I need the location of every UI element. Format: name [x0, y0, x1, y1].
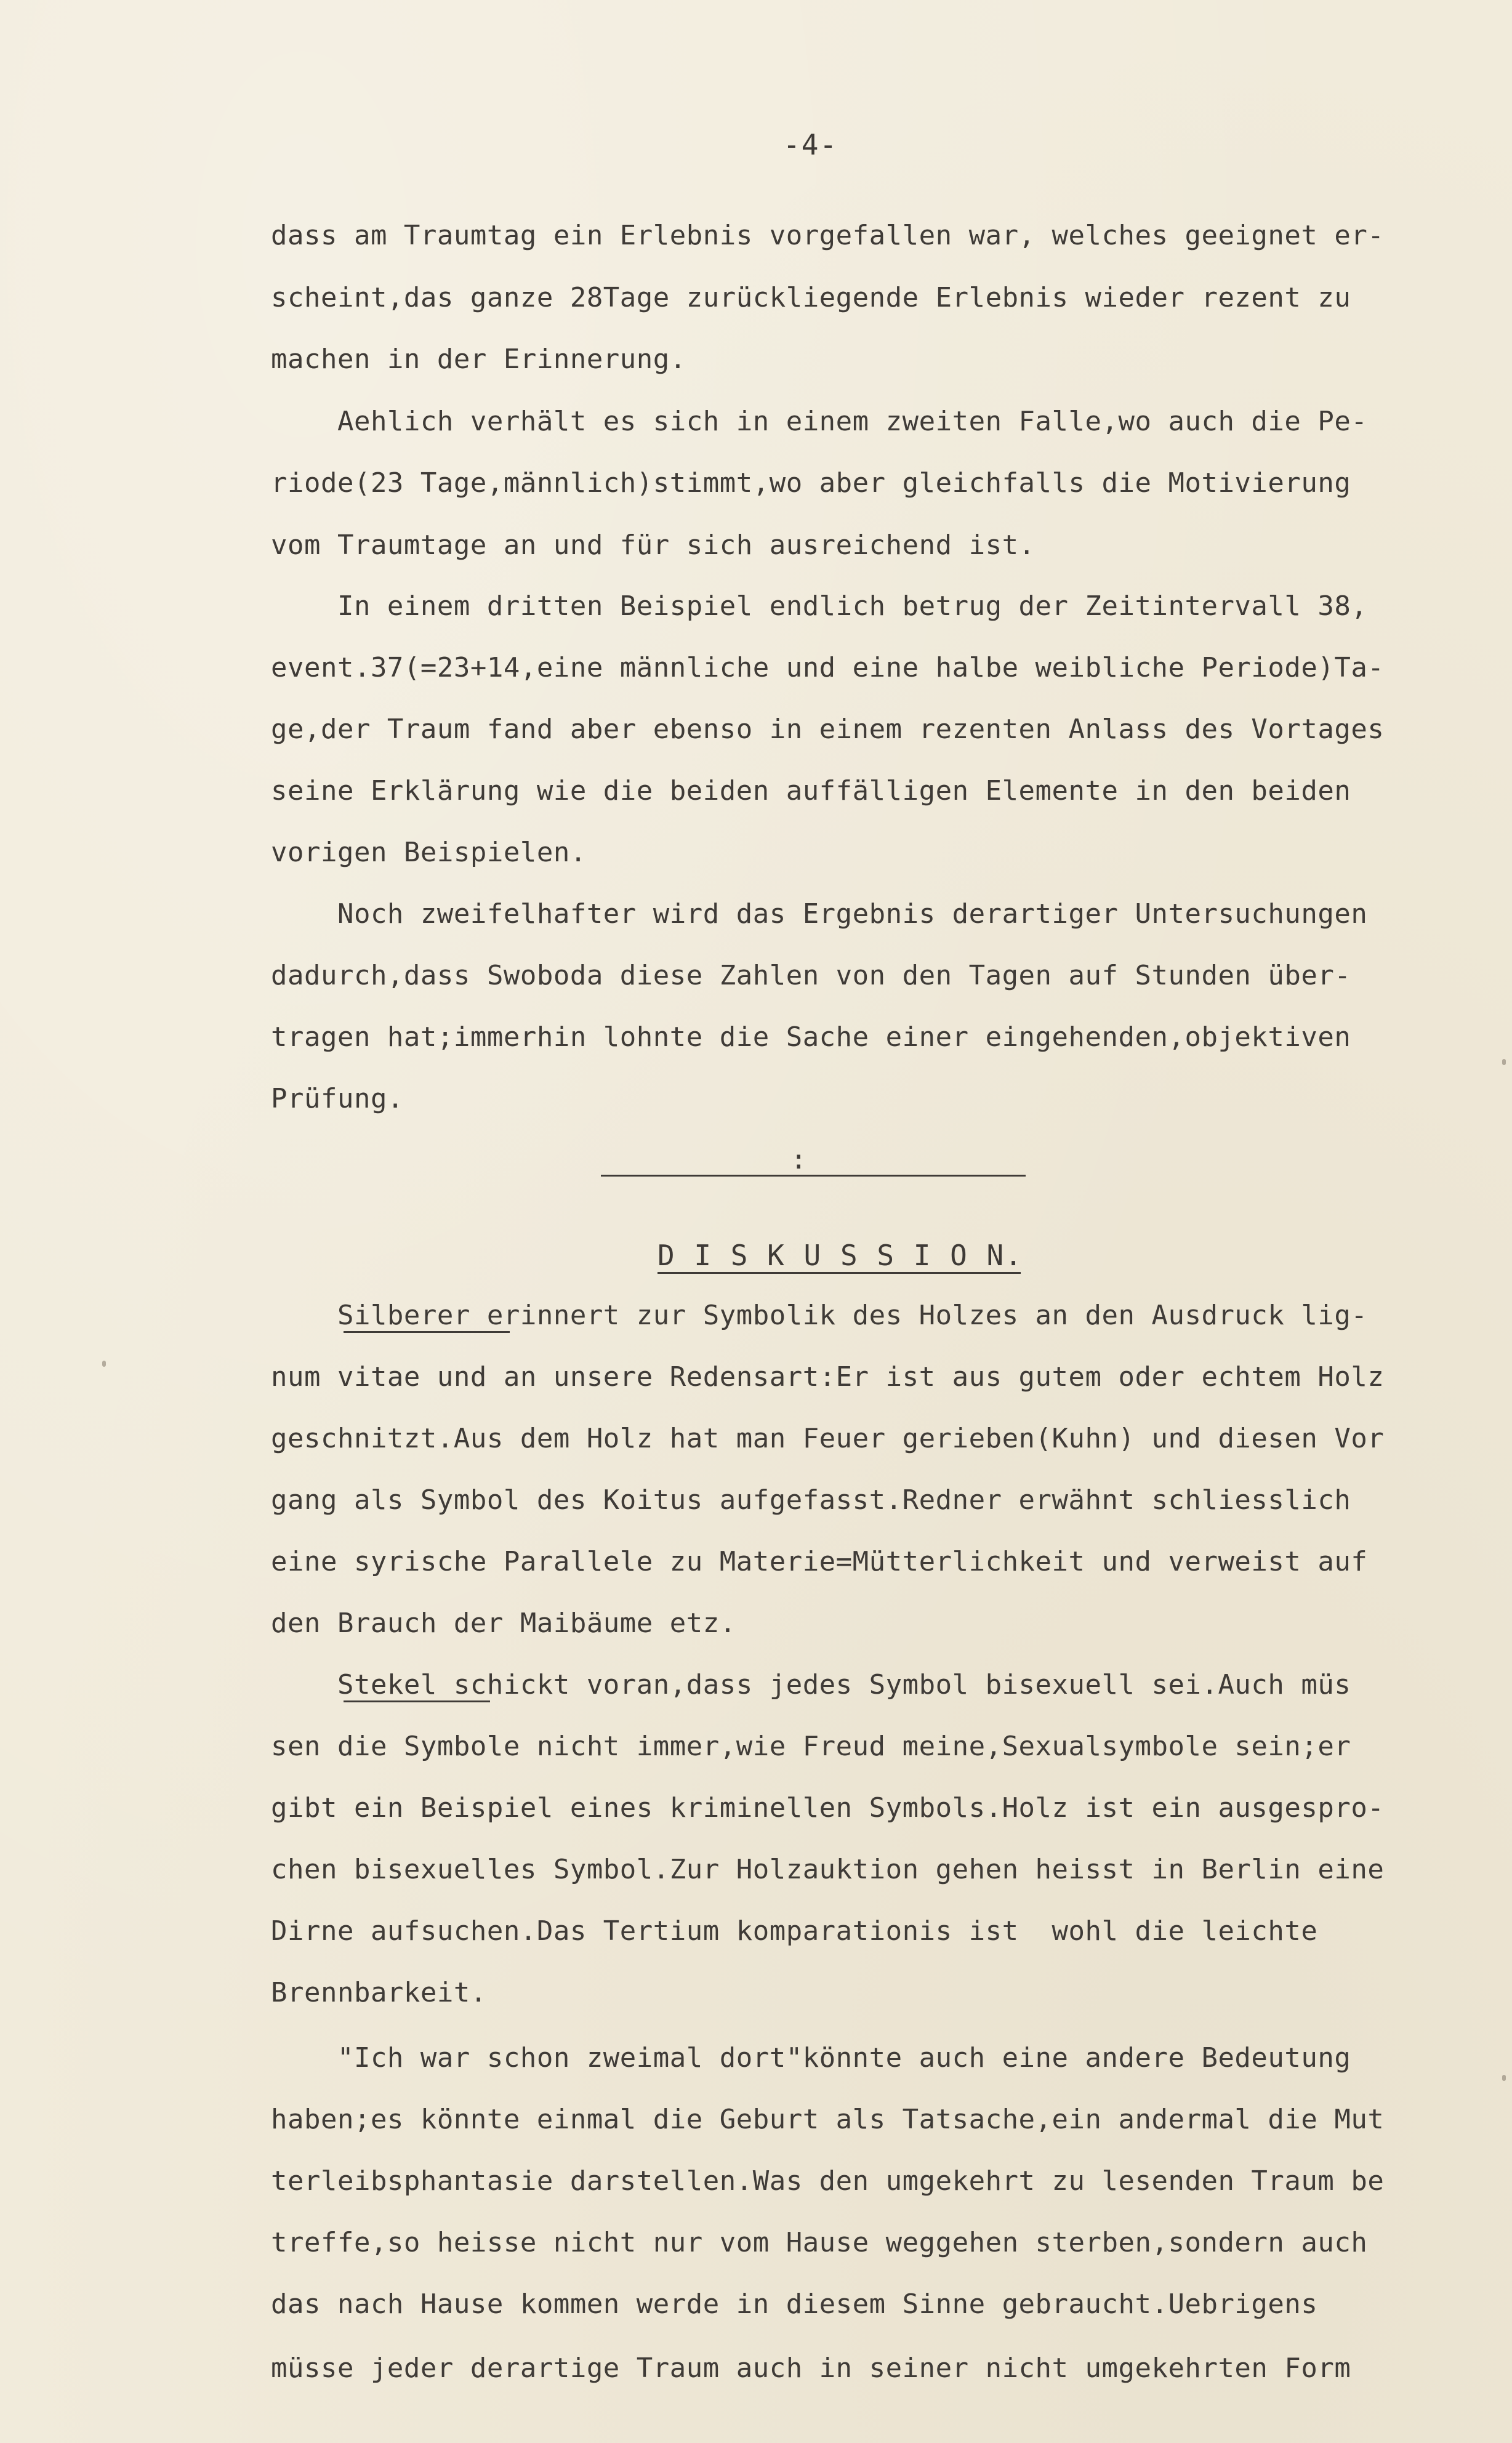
- text-line: chen bisexuelles Symbol.Zur Holzauktion gehen heisst in Berlin eine: [271, 1854, 1385, 1885]
- text-line: gibt ein Beispiel eines kriminellen Symbols.Holz ist ein ausgespro-: [271, 1792, 1385, 1824]
- text-line: tragen hat;immerhin lohnte die Sache einer eingehenden,objektiven: [271, 1021, 1351, 1053]
- text-line: sen die Symbole nicht immer,wie Freud meine,Sexualsymbole sein;er: [271, 1731, 1351, 1762]
- paper-speck: [1502, 2075, 1506, 2081]
- text-line: Noch zweifelhafter wird das Ergebnis derartiger Untersuchungen: [271, 898, 1368, 930]
- text-line: dadurch,dass Swoboda diese Zahlen von den Tagen auf Stunden über-: [271, 960, 1351, 991]
- text-line: seine Erklärung wie die beiden auffälligen Elemente in den beiden: [271, 775, 1351, 807]
- text-line: Stekel schickt voran,dass jedes Symbol bisexuell sei.Auch müs: [271, 1669, 1351, 1700]
- text-line: den Brauch der Maibäume etz.: [271, 1608, 736, 1639]
- text-line: das nach Hause kommen werde in diesem Sinne gebraucht.Uebrigens: [271, 2288, 1318, 2320]
- text-line: Dirne aufsuchen.Das Tertium komparationis ist wohl die leichte: [271, 1915, 1318, 1947]
- text-line: dass am Traumtag ein Erlebnis vorgefallen war, welches geeignet er-: [271, 220, 1385, 251]
- speaker-name-underline: [344, 1331, 510, 1333]
- text-line: In einem dritten Beispiel endlich betrug der Zeitintervall 38,: [271, 590, 1368, 622]
- text-line: Brennbarkeit.: [271, 1977, 487, 2008]
- text-line: terleibsphantasie darstellen.Was den umgekehrt zu lesenden Traum be: [271, 2165, 1385, 2197]
- text-line: num vitae und an unsere Redensart:Er ist aus gutem oder echtem Holz: [271, 1361, 1385, 1393]
- text-line: vom Traumtage an und für sich ausreichend ist.: [271, 529, 1035, 561]
- discussion-heading: D I S K U S S I O N.: [657, 1239, 1023, 1272]
- speaker-name-underline: [344, 1700, 490, 1702]
- text-line: event.37(=23+14,eine männliche und eine halbe weibliche Periode)Ta-: [271, 652, 1385, 683]
- text-line: treffe,so heisse nicht nur vom Hause weggehen sterben,sondern auch: [271, 2227, 1368, 2258]
- paper-speck: [1502, 1059, 1506, 1065]
- section-separator-rule: [601, 1175, 1026, 1177]
- text-line: machen in der Erinnerung.: [271, 344, 686, 375]
- text-line: geschnitzt.Aus dem Holz hat man Feuer gerieben(Kuhn) und diesen Vor: [271, 1423, 1385, 1454]
- heading-underline: [657, 1272, 1021, 1274]
- text-line: "Ich war schon zweimal dort"könnte auch eine andere Bedeutung: [271, 2042, 1351, 2074]
- separator-mark: :: [790, 1144, 807, 1175]
- paper-speck: [102, 1361, 106, 1367]
- text-line: Silberer erinnert zur Symbolik des Holzes an den Ausdruck lig-: [271, 1300, 1368, 1331]
- text-line: gang als Symbol des Koitus aufgefasst.Redner erwähnt schliesslich: [271, 1484, 1351, 1516]
- page-number: -4-: [783, 128, 838, 161]
- text-line: vorigen Beispielen.: [271, 837, 587, 868]
- text-line: scheint,das ganze 28Tage zurückliegende Erlebnis wieder rezent zu: [271, 282, 1351, 313]
- text-line: Aehlich verhält es sich in einem zweiten Falle,wo auch die Pe-: [271, 406, 1368, 437]
- text-line: riode(23 Tage,männlich)stimmt,wo aber gleichfalls die Motivierung: [271, 467, 1351, 499]
- text-line: müsse jeder derartige Traum auch in seiner nicht umgekehrten Form: [271, 2352, 1351, 2384]
- text-line: Prüfung.: [271, 1083, 404, 1114]
- text-line: eine syrische Parallele zu Materie=Mütterlichkeit und verweist auf: [271, 1546, 1368, 1577]
- text-line: ge,der Traum fand aber ebenso in einem rezenten Anlass des Vortages: [271, 714, 1385, 745]
- text-line: haben;es könnte einmal die Geburt als Tatsache,ein andermal die Mut: [271, 2104, 1385, 2135]
